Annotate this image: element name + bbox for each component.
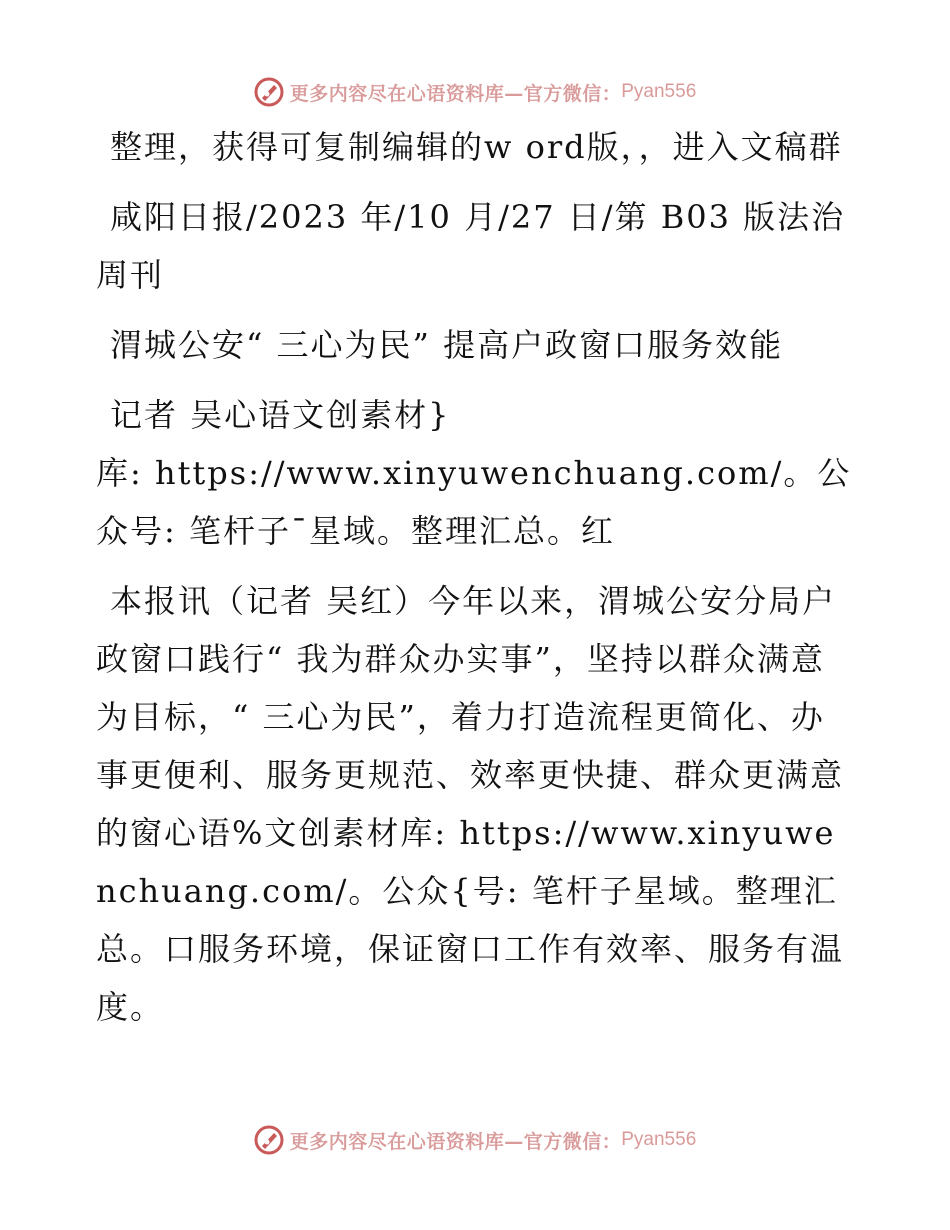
logo-icon bbox=[254, 1125, 284, 1155]
paragraph-library-note: 库: https://www.xinyuwenchuang.com/。公众号: 笔杆子¯星域。整理汇总。红 bbox=[96, 454, 852, 550]
header-banner bbox=[0, 72, 950, 112]
paragraph-intro: 整理，获得可复制编辑的w ord版，，进入文稿群 bbox=[110, 128, 843, 166]
footer-banner bbox=[0, 1120, 950, 1160]
paragraph-source: 咸阳日报/2023 年/10 月/27 日/第 B03 版法治周刊 bbox=[96, 198, 846, 294]
article-headline: 渭城公安“ 三心为民” 提高户政窗口服务效能 bbox=[110, 326, 784, 364]
banner-wechat-id: Pyan556 bbox=[621, 1129, 697, 1150]
paragraph-body: 本报讯（记者 吴红）今年以来，渭城公安分局户政窗口践行“ 我为群众办实事”，坚持以群众满意为目标，“ 三心为民”，着力打造流程更简化、办事更便利、服务更规范、效率更快捷、群众更满意的窗心语%文创素材库: https://www.xinyuwenchuang.com/。公众{号: 笔杆子星域。整理汇总。口服务环境，保证窗口工作有效率、服务有温度。 bbox=[96, 582, 845, 1026]
banner-text: 更多内容尽在心语资料库—官方微信： bbox=[289, 1130, 622, 1153]
logo-icon bbox=[254, 77, 284, 107]
paragraph-reporter: 记者 吴心语文创素材} bbox=[110, 396, 451, 434]
banner-text: 更多内容尽在心语资料库—官方微信： bbox=[289, 82, 622, 105]
document-body bbox=[96, 118, 856, 1048]
banner-wechat-id: Pyan556 bbox=[621, 81, 697, 102]
